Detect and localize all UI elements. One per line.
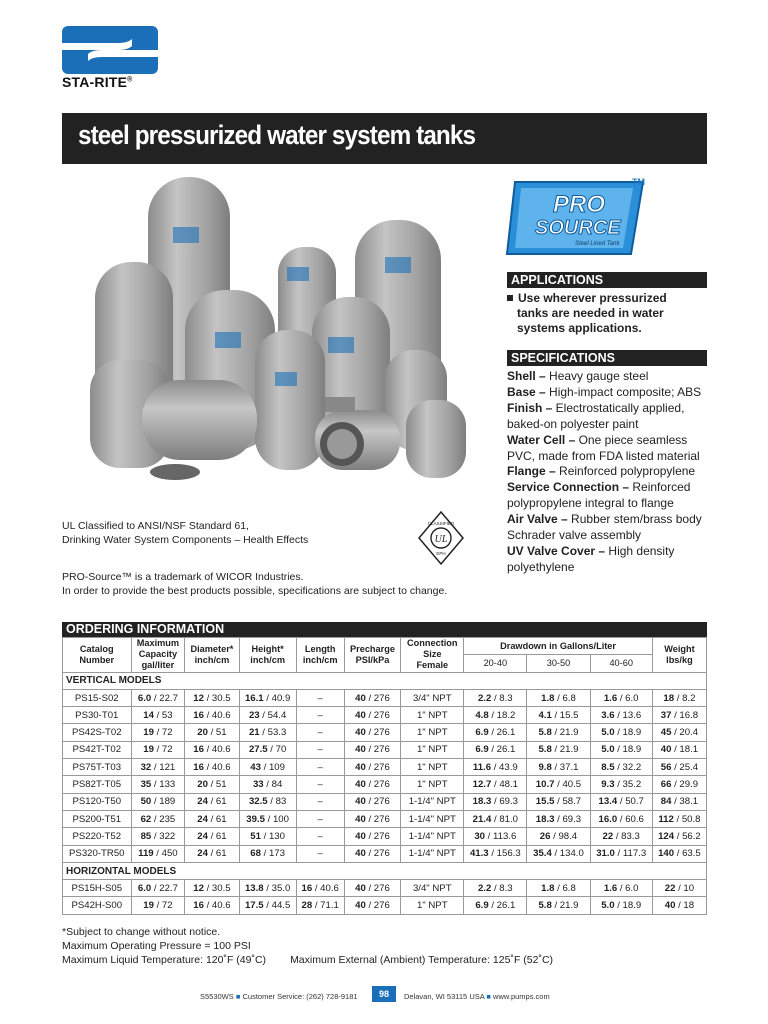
spec-text: High density polyethylene [507,543,675,574]
spec-text: One piece seamless PVC, made from FDA listed material [507,432,700,463]
table-cell: 11.6 / 43.9 [464,759,527,776]
table-cell: 32 / 121 [131,759,185,776]
table-cell: 40 / 276 [344,689,401,706]
specifications-list [507,369,712,576]
table-cell: 5.0 / 18.9 [590,897,652,914]
table-cell: 40 / 276 [344,828,401,845]
page-title: steel pressurized water system tanks [78,120,476,150]
table-cell: 16 / 40.6 [185,707,239,724]
table-cell: – [296,845,344,862]
table-cell: 3.6 / 13.6 [590,707,652,724]
table-row [63,741,707,758]
svg-text:UL: UL [434,534,448,545]
table-cell: 16 / 40.6 [185,897,239,914]
table-cell: 6.9 / 26.1 [464,724,527,741]
table-cell: 3/4" NPT [401,689,464,706]
table-cell: 16.1 / 40.9 [239,689,296,706]
table-cell: 35.4 / 134.0 [527,845,590,862]
table-row [63,707,707,724]
table-cell: 85 / 322 [131,828,185,845]
spec-label: Shell – [507,369,546,383]
pro-source-logo-icon [505,178,647,258]
table-cell: 6.9 / 26.1 [464,897,527,914]
applications-heading: APPLICATIONS [507,272,707,288]
table-cell: 22 / 83.3 [590,828,652,845]
table-cell: 19 / 72 [131,741,185,758]
bullet-icon [507,295,513,301]
table-row [63,724,707,741]
table-cell: 33 / 84 [239,776,296,793]
table-cell: PS42T-T02 [63,741,132,758]
table-cell: 8.5 / 32.2 [590,759,652,776]
table-cell: 5.8 / 21.9 [527,724,590,741]
table-cell: PS75T-T03 [63,759,132,776]
spec-text: Heavy gauge steel [545,369,649,383]
table-cell: 24 / 61 [185,845,239,862]
table-cell: 26 / 98.4 [527,828,590,845]
table-cell: 17.5 / 44.5 [239,897,296,914]
table-cell: 40 / 276 [344,759,401,776]
brand-name: STA-RITE® [62,74,133,90]
spec-label: Air Valve – [507,512,568,527]
table-cell: 12.7 / 48.1 [464,776,527,793]
table-cell: – [296,707,344,724]
header-length: Length inch/cm [296,638,344,673]
table-cell: 5.8 / 21.9 [527,741,590,758]
spec-text: Reinforced polypropylene integral to flange [507,480,691,511]
table-cell: 20 / 51 [185,724,239,741]
table-cell: 1" NPT [401,741,464,758]
table-cell: 13.4 / 50.7 [590,793,652,810]
table-cell: 9.8 / 37.1 [527,759,590,776]
table-cell: 24 / 61 [185,793,239,810]
table-row [63,810,707,827]
svg-text:SOURCE: SOURCE [535,217,621,239]
table-cell: 37 / 16.8 [652,707,706,724]
table-cell: 16 / 40.6 [296,880,344,897]
table-cell: 13.8 / 35.0 [239,880,296,897]
spec-item [507,385,712,401]
table-cell: 35 / 133 [131,776,185,793]
table-row [63,880,707,897]
table-cell: – [296,759,344,776]
svg-text:Steel Lined Tank: Steel Lined Tank [575,241,620,247]
spec-text: Rubber stem/brass body Schrader valve assembly [507,512,702,543]
header-dd-30-50: 30-50 [527,655,590,672]
spec-label: Service Connection – [507,480,630,495]
sta-rite-logo-icon [62,26,158,74]
group-label: HORIZONTAL MODELS [63,862,707,879]
applications-text: Use wherever pressurized tanks are needed in water systems applications. [507,291,707,336]
svg-text:PRO: PRO [553,191,606,218]
table-cell: 62 / 235 [131,810,185,827]
table-cell: 10.7 / 40.5 [527,776,590,793]
table-cell: 39.5 / 100 [239,810,296,827]
header-connection: Connection Size Female [401,638,464,673]
table-cell: PS42S-T02 [63,724,132,741]
table-cell: 119 / 450 [131,845,185,862]
table-cell: – [296,793,344,810]
table-cell: 40 / 276 [344,741,401,758]
spec-label: Water Cell – [507,432,576,447]
spec-item [507,464,712,480]
table-cell: 1-1/4" NPT [401,828,464,845]
ordering-heading: ORDERING INFORMATION [62,622,707,637]
table-cell: 30 / 113.6 [464,828,527,845]
table-cell: 66 / 29.9 [652,776,706,793]
table-cell: 40 / 276 [344,793,401,810]
table-cell: 50 / 189 [131,793,185,810]
table-cell: 68 / 173 [239,845,296,862]
table-cell: 51 / 130 [239,828,296,845]
trademark-symbol: TM [632,177,645,187]
spec-item [507,544,712,576]
header-precharge: Precharge PSI/kPa [344,638,401,673]
table-cell: 40 / 18.1 [652,741,706,758]
tanks-illustration-icon [90,172,480,497]
table-cell: 43 / 109 [239,759,296,776]
table-cell: 3/4" NPT [401,880,464,897]
table-cell: 12 / 30.5 [185,880,239,897]
certification-note: UL Classified to ANSI/NSF Standard 61, Drinking Water System Components – Health Effects [62,520,309,546]
table-cell: 24 / 61 [185,828,239,845]
table-cell: PS320-TR50 [63,845,132,862]
table-cell: 1" NPT [401,707,464,724]
spec-label: Finish – [507,400,553,415]
spec-label: UV Valve Cover – [507,543,606,558]
table-cell: PS30-T01 [63,707,132,724]
table-cell: PS15-S02 [63,689,132,706]
table-cell: 1.8 / 6.8 [527,880,590,897]
table-cell: 40 / 18 [652,897,706,914]
table-cell: 40 / 276 [344,810,401,827]
table-cell: 32.5 / 83 [239,793,296,810]
table-cell: 5.0 / 18.9 [590,724,652,741]
table-cell: 40 / 276 [344,897,401,914]
svg-text:CLASSIFIED: CLASSIFIED [427,521,455,526]
header-height: Height* inch/cm [239,638,296,673]
footer-right: Delavan, WI 53115 USA ■ www.pumps.com [404,992,550,1001]
spec-label: Base – [507,384,546,399]
table-cell: – [296,828,344,845]
spec-item [507,480,712,512]
table-cell: 1" NPT [401,897,464,914]
spec-item [507,433,712,465]
spec-text: Reinforced polypropylene [555,464,696,479]
table-row [63,897,707,914]
table-cell: 1-1/4" NPT [401,810,464,827]
table-cell: 6.0 / 22.7 [131,689,185,706]
table-cell: PS220-T52 [63,828,132,845]
table-cell: 27.5 / 70 [239,741,296,758]
table-cell: 40 / 276 [344,845,401,862]
table-cell: 1.8 / 6.8 [527,689,590,706]
table-group-row [63,672,707,689]
table-row [63,828,707,845]
footer-notes: *Subject to change without notice. Maximum Operating Pressure = 100 PSI Maximum Liquid Temperature: 120˚F (49˚C) Maximum External (Ambient) Temperature: 125˚F (52˚C) [62,926,554,966]
ul-classified-icon [417,510,465,566]
header-capacity: Maximum Capacity gal/liter [131,638,185,673]
table-cell: 16 / 40.6 [185,759,239,776]
table-cell: PS200-T51 [63,810,132,827]
page-number: 98 [372,986,396,1002]
table-cell: 2.2 / 8.3 [464,689,527,706]
group-label: VERTICAL MODELS [63,672,707,689]
table-cell: PS82T-T05 [63,776,132,793]
table-cell: PS42H-S00 [63,897,132,914]
table-cell: 16 / 40.6 [185,741,239,758]
table-cell: 40 / 276 [344,776,401,793]
table-cell: – [296,741,344,758]
specifications-heading: SPECIFICATIONS [507,350,707,366]
table-row [63,776,707,793]
header-weight: Weight lbs/kg [652,638,706,673]
table-cell: 5.0 / 18.9 [590,741,652,758]
header-dd-40-60: 40-60 [590,655,652,672]
table-cell: – [296,776,344,793]
table-cell: 140 / 63.5 [652,845,706,862]
table-cell: 40 / 276 [344,707,401,724]
trademark-note: PRO-Source™ is a trademark of WICOR Industries. In order to provide the best products possible, specifications are subject to change. [62,571,448,597]
table-cell: 1.6 / 6.0 [590,880,652,897]
table-cell: 19 / 72 [131,724,185,741]
table-cell: 18.3 / 69.3 [527,810,590,827]
table-cell: 1" NPT [401,759,464,776]
spec-item [507,401,712,433]
table-cell: 18.3 / 69.3 [464,793,527,810]
table-cell: 6.9 / 26.1 [464,741,527,758]
table-cell: – [296,810,344,827]
table-cell: 14 / 53 [131,707,185,724]
table-cell: – [296,724,344,741]
table-cell: 16.0 / 60.6 [590,810,652,827]
spec-item [507,512,712,544]
header-dd-20-40: 20-40 [464,655,527,672]
table-row [63,759,707,776]
table-row [63,793,707,810]
table-cell: 1" NPT [401,724,464,741]
table-cell: 45 / 20.4 [652,724,706,741]
spec-item [507,369,712,385]
table-row [63,689,707,706]
header-diameter: Diameter* inch/cm [185,638,239,673]
table-cell: 21.4 / 81.0 [464,810,527,827]
table-cell: 4.8 / 18.2 [464,707,527,724]
table-cell: 40 / 276 [344,880,401,897]
table-cell: 2.2 / 8.3 [464,880,527,897]
header-catalog: Catalog Number [63,638,132,673]
table-cell: PS15H-S05 [63,880,132,897]
table-cell: 12 / 30.5 [185,689,239,706]
table-cell: 84 / 38.1 [652,793,706,810]
header-drawdown: Drawdown in Gallons/Liter [464,638,653,655]
table-cell: 18 / 8.2 [652,689,706,706]
table-cell: 24 / 61 [185,810,239,827]
table-cell: 22 / 10 [652,880,706,897]
table-cell: 56 / 25.4 [652,759,706,776]
table-cell: 4.1 / 15.5 [527,707,590,724]
spec-text: Electrostatically applied, baked-on polyester paint [507,400,685,431]
table-cell: 19 / 72 [131,897,185,914]
table-cell: 20 / 51 [185,776,239,793]
spec-text: High-impact composite; ABS [545,384,702,399]
table-cell: 112 / 50.8 [652,810,706,827]
table-cell: – [296,689,344,706]
table-cell: 31.0 / 117.3 [590,845,652,862]
table-cell: 15.5 / 58.7 [527,793,590,810]
footer-left: S5530WS ■ Customer Service: (262) 728-9181 [200,992,358,1001]
table-cell: 124 / 56.2 [652,828,706,845]
table-cell: 28 / 71.1 [296,897,344,914]
table-cell: 1-1/4" NPT [401,845,464,862]
ordering-table [62,637,707,915]
table-cell: 5.8 / 21.9 [527,897,590,914]
table-cell: 1.6 / 6.0 [590,689,652,706]
table-cell: 21 / 53.3 [239,724,296,741]
table-cell: PS120-T50 [63,793,132,810]
table-group-row [63,862,707,879]
table-cell: 41.3 / 156.3 [464,845,527,862]
table-cell: 9.3 / 35.2 [590,776,652,793]
table-row [63,845,707,862]
spec-label: Flange – [507,464,556,479]
svg-text:EPH: EPH [436,551,446,556]
table-cell: 6.0 / 22.7 [131,880,185,897]
table-cell: 23 / 54.4 [239,707,296,724]
table-cell: 1-1/4" NPT [401,793,464,810]
table-cell: 40 / 276 [344,724,401,741]
table-cell: 1" NPT [401,776,464,793]
